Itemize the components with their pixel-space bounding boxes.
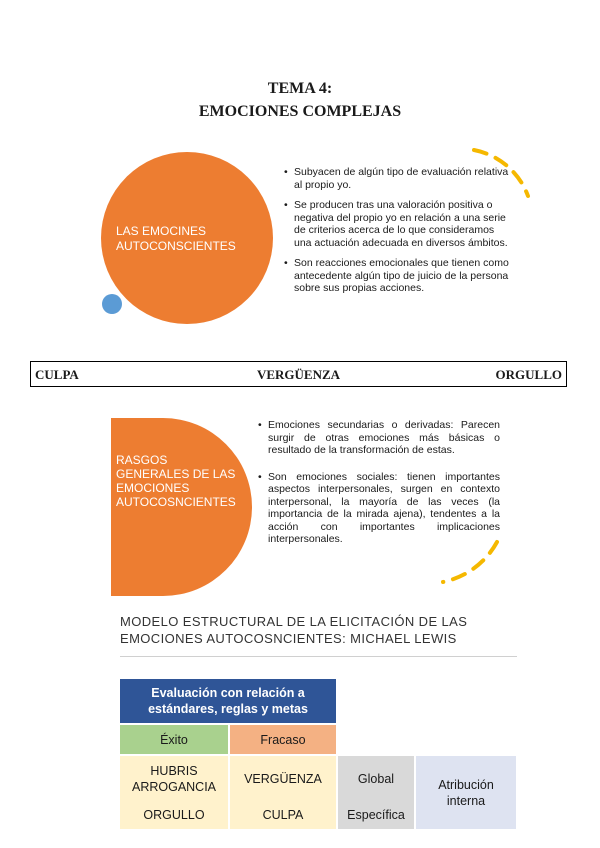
cell-fracaso: Fracaso bbox=[230, 725, 336, 754]
cell-exito: Éxito bbox=[120, 725, 228, 754]
section2-bullet: • Emociones secundarias o derivadas: Parecen surgir de otras emociones más básicas o resultado de la transformación de estas. bbox=[262, 419, 500, 457]
circle-label: LAS EMOCINES AUTOCONSCIENTES bbox=[116, 224, 236, 253]
cell-hubris: HUBRIS ARROGANCIA bbox=[120, 756, 228, 801]
emotion-culpa: CULPA bbox=[35, 367, 79, 382]
section2-bullet: • Son emociones sociales: tienen importantes aspectos interpersonales, surgen en contexto interpersonal, la mayoría de las veces (la importancia de la mirada ajena), tendentes a la acción con importantes implicaciones interpersonales. bbox=[262, 471, 500, 546]
emotions-bar bbox=[30, 361, 567, 387]
section1-bullet: • Subyacen de algún tipo de evaluación relativa al propio yo. bbox=[288, 166, 512, 191]
cell-atribucion: Atribución interna bbox=[416, 756, 516, 829]
model-heading-line2: EMOCIONES AUTOCOSNCIENTES: MICHAEL LEWIS bbox=[120, 631, 457, 646]
cell-culpa: CULPA bbox=[230, 801, 336, 829]
emotion-verguenza: VERGÜENZA bbox=[256, 367, 341, 382]
table-header: Evaluación con relación a estándares, reglas y metas bbox=[120, 679, 336, 723]
section1-bullet-list bbox=[278, 166, 512, 303]
cell-global: Global bbox=[338, 756, 414, 801]
section1-bullet: • Se producen tras una valoración positiva o negativa del propio yo en relación a una serie de criterios acerca de lo que consideramos una actuación adecuada en diversos ámbitos. bbox=[288, 199, 512, 249]
cell-especifica: Específica bbox=[338, 801, 414, 829]
model-heading bbox=[120, 613, 540, 647]
section1-bullet: • Son reacciones emocionales que tienen como antecedente algún tipo de juicio de la persona sobre sus propias acciones. bbox=[288, 257, 512, 295]
model-heading-line1: MODELO ESTRUCTURAL DE LA ELICITACIÓN DE LAS bbox=[120, 614, 468, 629]
section2-bullet-list bbox=[252, 419, 500, 554]
page-title: TEMA 4: bbox=[267, 80, 333, 97]
heading-divider bbox=[120, 656, 517, 657]
cell-orgullo: ORGULLO bbox=[120, 801, 228, 829]
section2-label: RASGOS GENERALES DE LAS EMOCIONES AUTOCOSNCIENTES bbox=[116, 453, 236, 509]
blue-dot bbox=[102, 294, 122, 314]
emotion-orgullo: ORGULLO bbox=[495, 367, 562, 382]
page-subtitle: EMOCIONES COMPLEJAS bbox=[198, 103, 402, 120]
cell-verguenza: VERGÜENZA bbox=[230, 756, 336, 801]
